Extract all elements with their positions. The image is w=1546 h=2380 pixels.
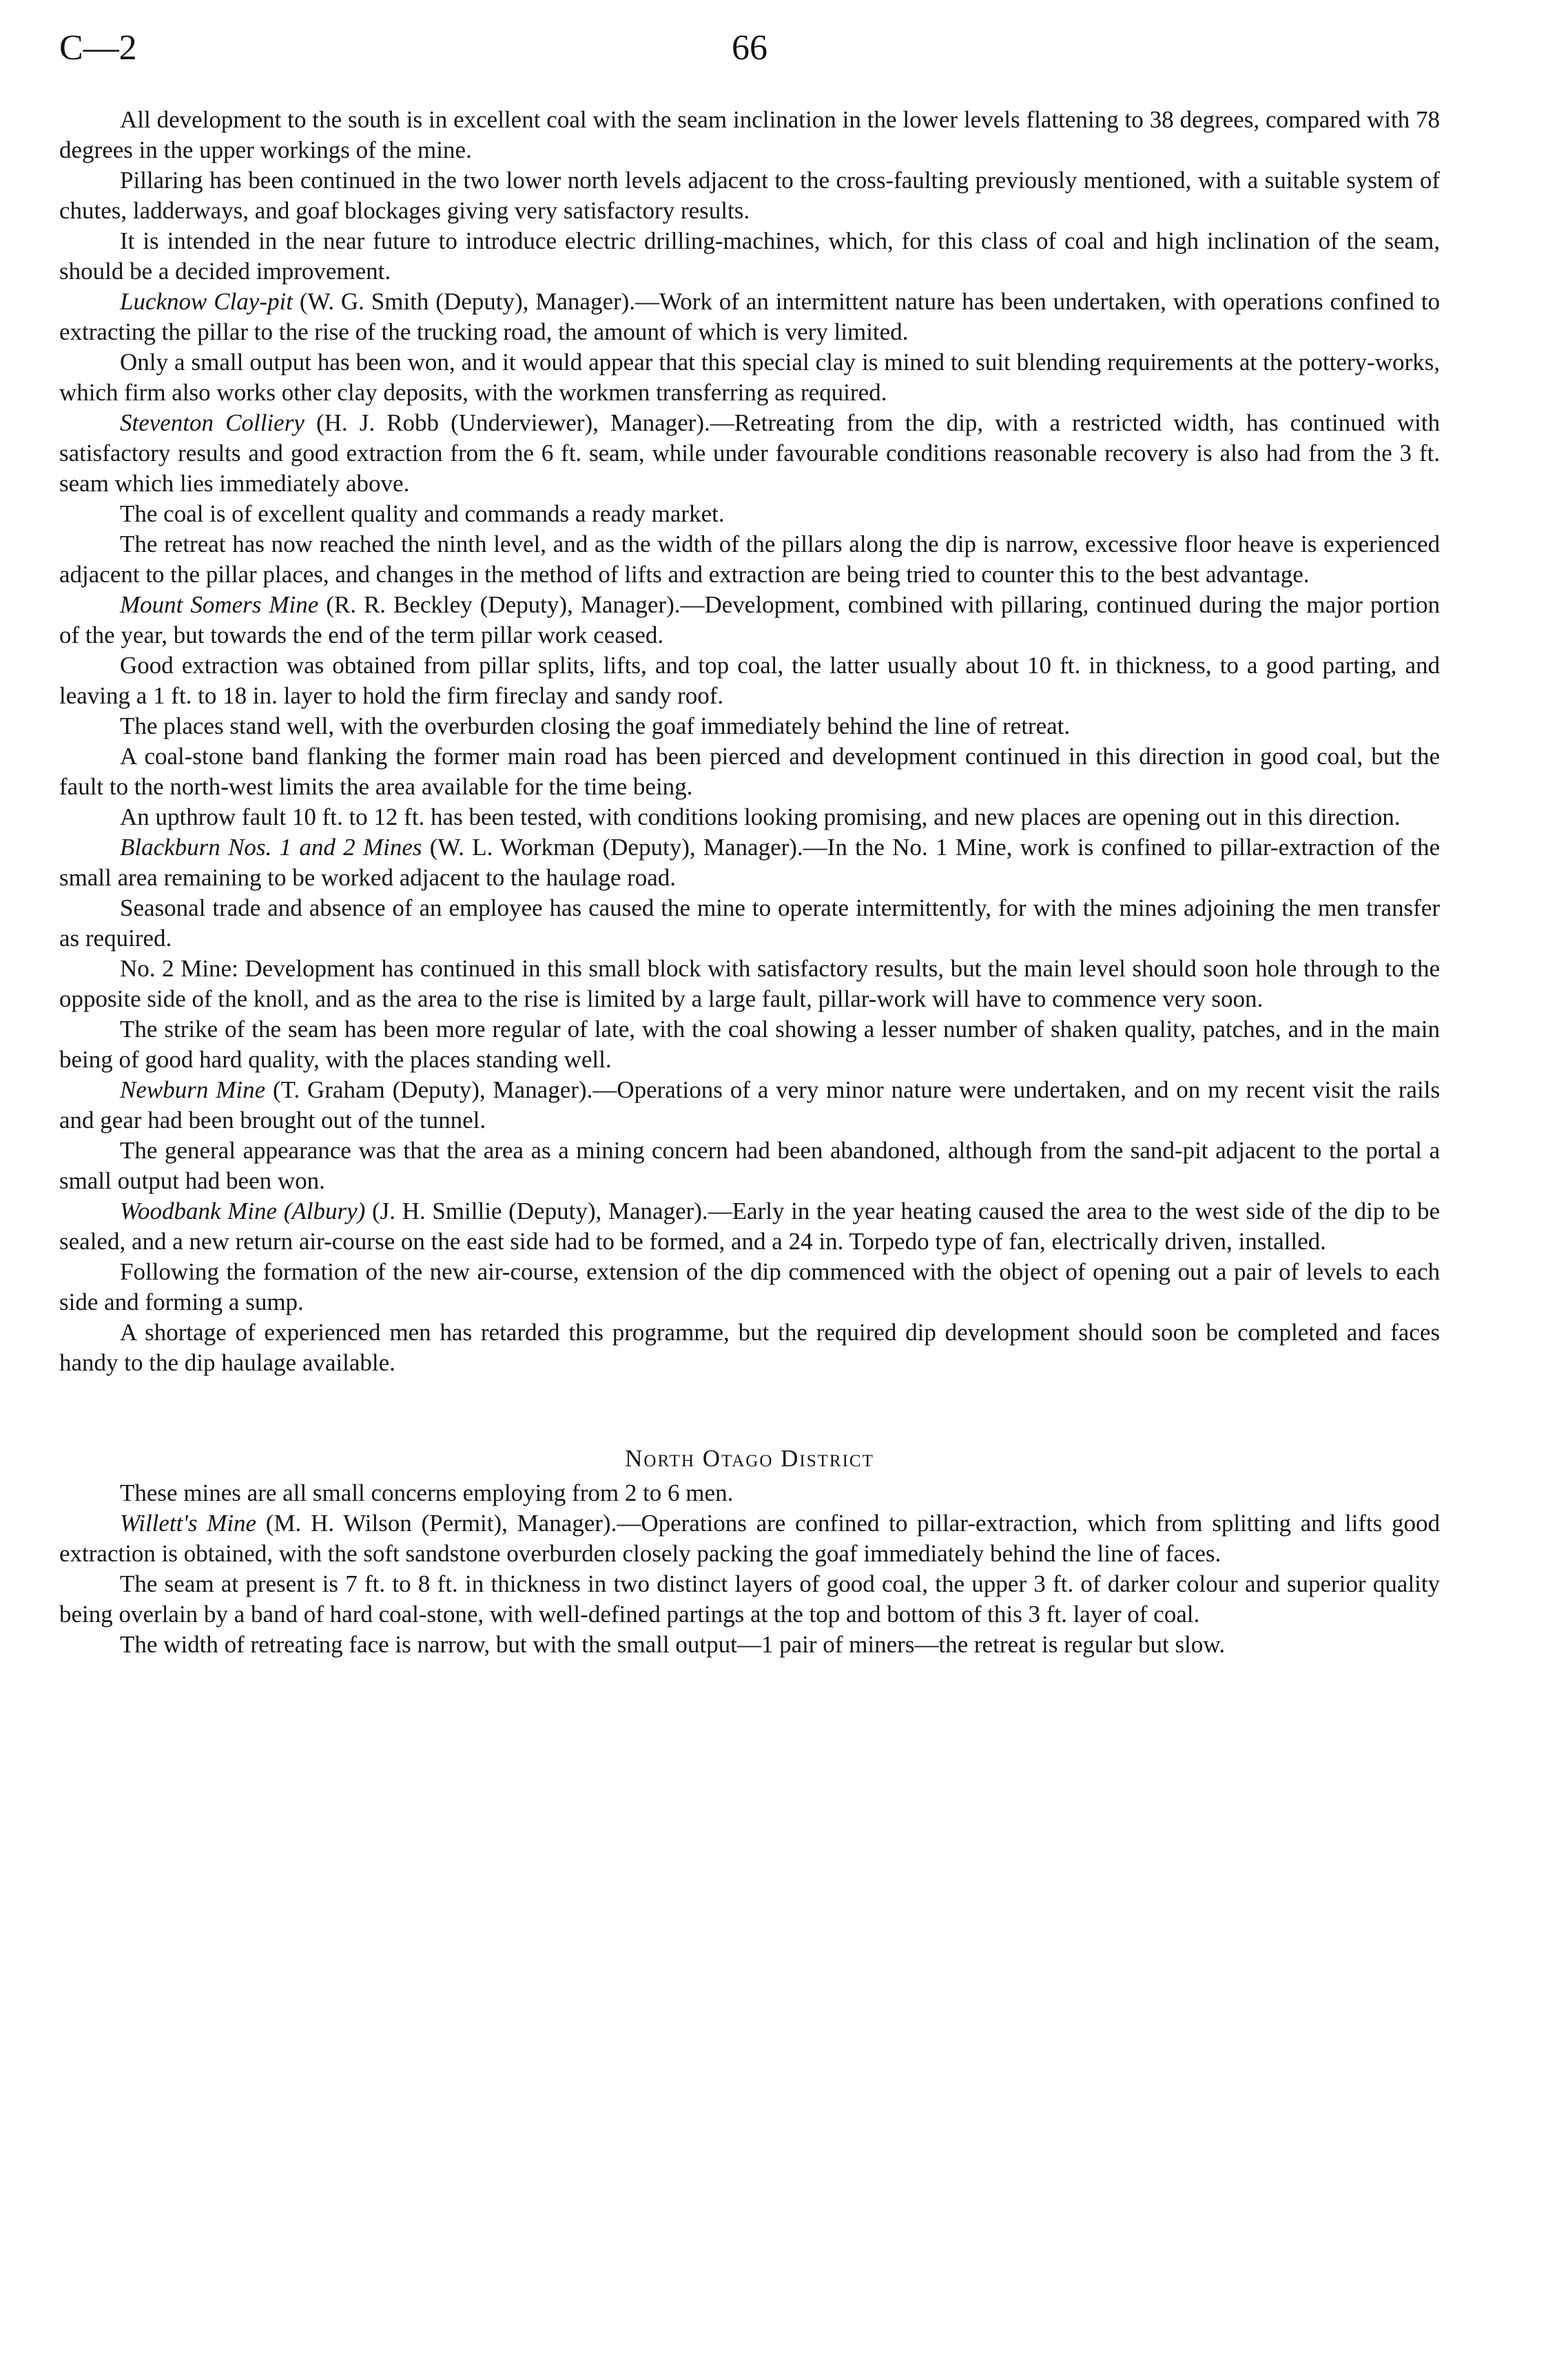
paragraph: A shortage of experienced men has retarded this programme, but the required dip development should soon be completed and faces handy to the dip haulage available. — [59, 1319, 1440, 1376]
mine-name: Steventon Colliery — [120, 409, 305, 436]
paragraph: The general appearance was that the area as a mining concern had been abandoned, although from the sand-pit adjacent to the portal a small output had been won. — [59, 1137, 1440, 1194]
paragraph: All development to the south is in excellent coal with the seam inclination in the lower levels flattening to 38 degrees, compared with 78 degrees in the upper workings of the mine. — [59, 106, 1440, 163]
paragraph: Following the formation of the new air-course, extension of the dip commenced with the object of opening out a pair of levels to each side and forming a sump. — [59, 1258, 1440, 1315]
report-reference: C—2 — [59, 28, 137, 68]
mine-name: Woodbank Mine (Albury) — [120, 1198, 366, 1224]
paragraph: These mines are all small concerns employing from 2 to 6 men. — [120, 1479, 734, 1506]
paragraph: The strike of the seam has been more regular of late, with the coal showing a lesser number of shaken quality, patches, and in the main being of good hard quality, with the places standing well. — [59, 1016, 1440, 1073]
paragraph: Pillaring has been continued in the two lower north levels adjacent to the cross-faulting previously mentioned, with a suitable system of chutes, ladderways, and goaf blockages giving very satisfactory results. — [59, 167, 1440, 224]
mine-name: Willett's Mine — [120, 1510, 257, 1537]
paragraph: The width of retreating face is narrow, but with the small output—1 pair of miners—the retreat is regular but slow. — [120, 1631, 1226, 1658]
mine-name: Blackburn Nos. 1 and 2 Mines — [120, 834, 422, 861]
page-header — [59, 28, 1440, 85]
paragraph: No. 2 Mine: Development has continued in this small block with satisfactory results, but the main level should soon hole through to the opposite side of the knoll, and as the area to the rise is limited by a large fault, pillar-work will have to commence very soon. — [59, 955, 1440, 1012]
report-body — [59, 105, 1440, 1660]
paragraph: Blackburn Nos. 1 and 2 Mines (W. L. Workman (Deputy), Manager).—In the No. 1 Mine, work is confined to pillar-extraction of the small area remaining to be worked adjacent to the haulage road. — [59, 834, 1440, 891]
paragraph: The places stand well, with the overburden closing the goaf immediately behind the line of retreat. — [120, 712, 1071, 739]
paragraph: Steventon Colliery (H. J. Robb (Underviewer), Manager).—Retreating from the dip, with a restricted width, has continued with satisfactory results and good extraction from the 6 ft. seam, while under favourable conditions reasonable recovery is also had from the 3 ft. seam which lies immediately above. — [59, 409, 1440, 497]
paragraph: It is intended in the near future to introduce electric drilling-machines, which, for this class of coal and high inclination of the seam, should be a decided improvement. — [59, 227, 1440, 285]
mine-name: Mount Somers Mine — [120, 591, 319, 618]
page-number: 66 — [732, 28, 767, 68]
mine-name: Lucknow Clay-pit — [120, 288, 293, 315]
paragraph: Seasonal trade and absence of an employee has caused the mine to operate intermittently, for with the mines adjoining the men transfer as required. — [59, 894, 1440, 952]
paragraph: The retreat has now reached the ninth level, and as the width of the pillars along the dip is narrow, excessive floor heave is experienced adjacent to the pillar places, and changes in the method of lifts and extraction are being tried to counter this to the best advantage. — [59, 531, 1440, 588]
paragraph: Newburn Mine (T. Graham (Deputy), Manager).—Operations of a very minor nature were undertaken, and on my recent visit the rails and gear had been brought out of the tunnel. — [59, 1076, 1440, 1133]
paragraph: Willett's Mine (M. H. Wilson (Permit), Manager).—Operations are confined to pillar-extraction, which from splitting and lifts good extraction is obtained, with the soft sandstone overburden closely packing the goaf immediately behind the line of faces. — [59, 1510, 1440, 1567]
paragraph: A coal-stone band flanking the former main road has been pierced and development continued in this direction in good coal, but the fault to the north-west limits the area available for the time being. — [59, 743, 1440, 800]
paragraph: The coal is of excellent quality and commands a ready market. — [120, 500, 725, 527]
paragraph: The seam at present is 7 ft. to 8 ft. in thickness in two distinct layers of good coal, the upper 3 ft. of darker colour and superior quality being overlain by a band of hard coal-stone, with well-defined partings at the top and bottom of this 3 ft. layer of coal. — [59, 1570, 1440, 1628]
paragraph: Mount Somers Mine (R. R. Beckley (Deputy), Manager).—Development, combined with pillaring, continued during the major portion of the year, but towards the end of the term pillar work ceased. — [59, 591, 1440, 648]
paragraph: Woodbank Mine (Albury) (J. H. Smillie (Deputy), Manager).—Early in the year heating caused the area to the west side of the dip to be sealed, and a new return air-course on the east side had to be formed, and a 24 in. Torpedo type of fan, electrically driven, installed. — [59, 1198, 1440, 1255]
mine-name: Newburn Mine — [120, 1076, 266, 1103]
paragraph: Only a small output has been won, and it would appear that this special clay is mined to suit blending requirements at the pottery-works, which firm also works other clay deposits, with the workmen transferring as required. — [59, 349, 1440, 406]
paragraph: An upthrow fault 10 ft. to 12 ft. has been tested, with conditions looking promising, and new places are opening out in this direction. — [120, 803, 1401, 830]
paragraph: Good extraction was obtained from pillar splits, lifts, and top coal, the latter usually about 10 ft. in thickness, to a good parting, and leaving a 1 ft. to 18 in. layer to hold the firm fireclay and sandy roof. — [59, 652, 1440, 709]
paragraph: Lucknow Clay-pit (W. G. Smith (Deputy), Manager).—Work of an intermittent nature has been undertaken, with operations confined to extracting the pillar to the rise of the trucking road, the amount of which is very limited. — [59, 288, 1440, 345]
section-heading: North Otago District — [625, 1445, 874, 1472]
document-page — [59, 28, 1440, 2357]
